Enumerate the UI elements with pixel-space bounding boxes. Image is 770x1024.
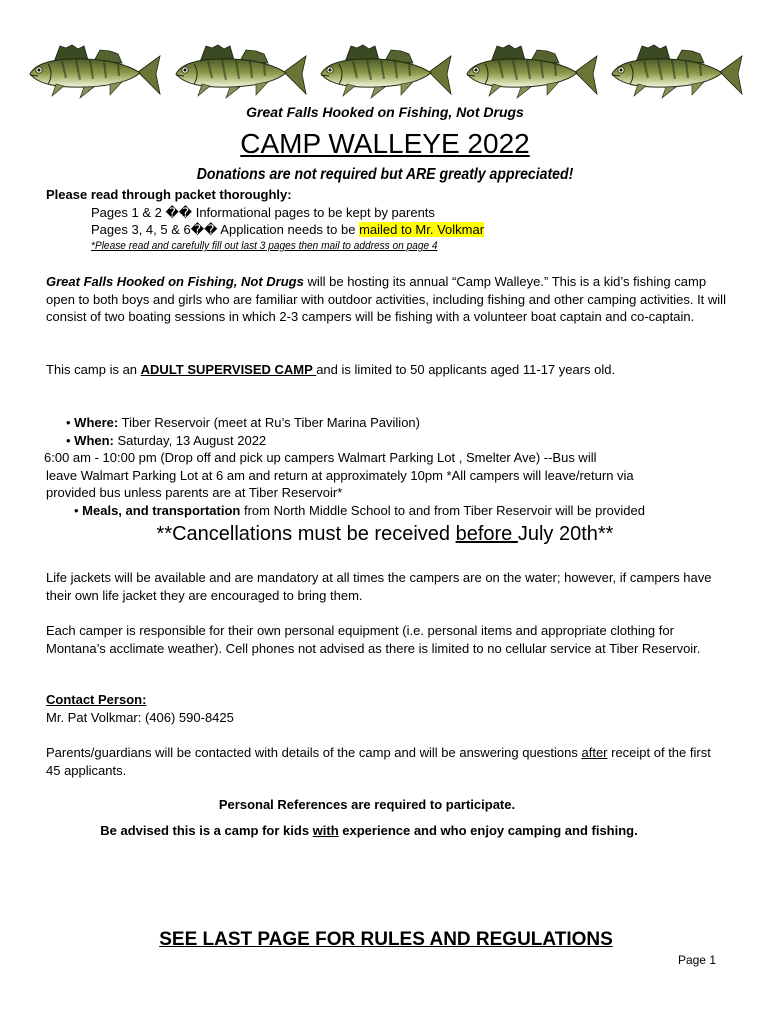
rules-heading: SEE LAST PAGE FOR RULES AND REGULATIONS [159, 929, 613, 950]
when-value: Saturday, 13 August 2022 [113, 433, 267, 448]
adult-supervised-label: ADULT SUPERVISED CAMP [140, 362, 317, 377]
organization-name: Great Falls Hooked on Fishing, Not Drugs [46, 274, 304, 289]
advised-post: experience and who enjoy camping and fishing. [338, 823, 638, 838]
where-label: Where: [74, 415, 119, 430]
intro-text: will be hosting its annual “Camp Walleye.” This is a kid’s fishing camp open to both boys and girls who are familiar with outdoor activities, including fishing and other camping activities. It will consist of two boating sessions in which 2-3 campers will be fishing with a volunteer boat captain and co-captain. [46, 274, 726, 324]
cancellation-pre: **Cancellations must be received [156, 523, 456, 545]
walleye-fish-icon [608, 42, 744, 104]
walleye-fish-icon [172, 42, 308, 104]
cancellation-before: before [455, 523, 518, 545]
highlighted-mail-instruction: mailed to Mr. Volkmar [359, 222, 485, 237]
page-title: CAMP WALLEYE 2022 [240, 128, 530, 159]
parents-paragraph [46, 744, 726, 779]
contact-heading: Contact Person: [46, 692, 147, 707]
intro-paragraph [46, 273, 726, 326]
advised-line [0, 822, 754, 840]
packet-line-text: Pages 3, 4, 5 & 6�� Application needs to be [91, 222, 360, 237]
bullet: • [74, 503, 83, 518]
packet-note: *Please read and carefully fill out last 3 pages then mail to address on page 4 [91, 240, 438, 252]
packet-line-pages-3-6 [91, 221, 484, 239]
when-label: When: [74, 433, 114, 448]
meals-item [74, 502, 645, 520]
parents-post: receipt of the first 45 applicants. [46, 745, 711, 778]
meals-value: from North Middle School to and from Tiber Reservoir will be provided [240, 503, 645, 518]
walleye-fish-icon [463, 42, 599, 104]
meals-label: Meals, and transportation [82, 503, 241, 518]
supervised-pre: This camp is an [46, 362, 141, 377]
where-item [66, 414, 420, 432]
donations-note: Donations are not required but ARE greatly appreciated! [196, 166, 574, 183]
page-number: Page 1 [677, 953, 716, 967]
walleye-fish-icon [317, 42, 453, 104]
parents-pre: Parents/guardians will be contacted with details of the camp and will be answering questions [46, 745, 582, 760]
when-item [66, 432, 266, 450]
advised-with: with [312, 823, 339, 838]
walleye-fish-icon [26, 42, 162, 104]
supervised-line [46, 361, 615, 379]
advised-pre: Be advised this is a camp for kids [100, 823, 313, 838]
fish-banner [26, 42, 744, 104]
bullet: • [66, 415, 75, 430]
bullet: • [66, 433, 75, 448]
equipment-paragraph: Each camper is responsible for their own personal equipment (i.e. personal items and appropriate clothing for Montana’s acclimate weather). Cell phones not advised as there is limited to no cellular service at Tiber Reservoir. [46, 623, 701, 656]
parents-after: after [581, 745, 608, 760]
packet-line-pages-1-2: Pages 1 & 2 �� Informational pages to be kept by parents [91, 205, 435, 220]
cancellation-post: July 20th** [517, 523, 614, 545]
where-value: Tiber Reservoir (meet at Ru’s Tiber Marina Pavilion) [118, 415, 420, 430]
contact-value: Mr. Pat Volkmar: (406) 590-8425 [46, 710, 234, 725]
references-required: Personal References are required to participate. [218, 797, 516, 812]
time-line-3: provided bus unless parents are at Tiber Reservoir* [46, 485, 343, 500]
time-line-1: 6:00 am - 10:00 pm (Drop off and pick up campers Walmart Parking Lot , Smelter Ave) --Bus will [44, 450, 597, 465]
subtitle: Great Falls Hooked on Fishing, Not Drugs [246, 104, 524, 120]
supervised-post: and is limited to 50 applicants aged 11-17 years old. [316, 362, 616, 377]
cancellation-notice [0, 523, 770, 546]
packet-heading: Please read through packet thoroughly: [46, 187, 292, 202]
time-line-2: leave Walmart Parking Lot at 6 am and return at approximately 10pm *All campers will leave/return via [46, 468, 634, 483]
life-jackets-paragraph: Life jackets will be available and are mandatory at all times the campers are on the water; however, if campers have their own life jacket they are encouraged to bring them. [46, 570, 712, 603]
